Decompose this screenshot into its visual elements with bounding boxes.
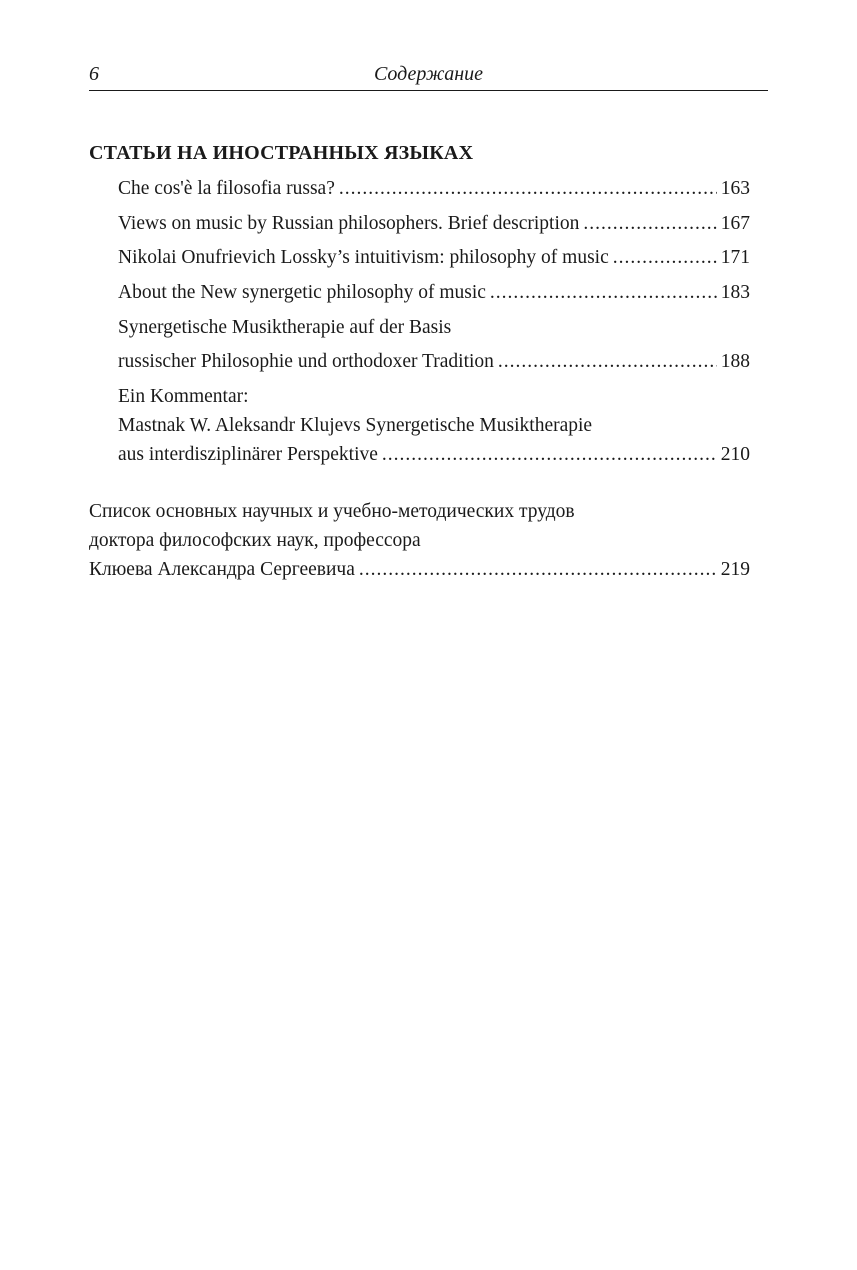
toc-entry [118, 211, 750, 237]
dot-leader [359, 557, 717, 583]
toc-entry-title-line: Synergetische Musiktherapie auf der Basis [118, 317, 452, 338]
toc-entry [118, 245, 750, 271]
toc-entry-page: 210 [720, 444, 750, 465]
dot-leader [490, 280, 717, 306]
toc-entry-title: Nikolai Onufrievich Lossky’s intuitivism: philosophy of music [118, 247, 609, 268]
dot-leader [382, 442, 717, 468]
toc-entry [118, 349, 750, 375]
toc-entry-title: aus interdisziplinärer Perspektive [118, 444, 378, 465]
bibliography-title-line: Список основных научных и учебно-методических трудов [89, 501, 575, 522]
toc-entry-title: russischer Philosophie und orthodoxer Tradition [118, 351, 494, 372]
toc-entry-page: 188 [720, 351, 750, 372]
toc-entry-page: 167 [720, 213, 750, 234]
toc-entry-title: Views on music by Russian philosophers. Brief description [118, 213, 580, 234]
bibliography-title: Клюева Александра Сергеевича [89, 559, 355, 580]
dot-leader [583, 211, 716, 237]
bibliography-page: 219 [720, 559, 750, 580]
bibliography-title-line: доктора философских наук, профессора [89, 530, 421, 551]
section-heading: СТАТЬИ НА ИНОСТРАННЫХ ЯЗЫКАХ [89, 142, 474, 164]
running-header [89, 60, 768, 91]
toc-entry-page: 183 [720, 282, 750, 303]
dot-leader [613, 245, 717, 271]
dot-leader [498, 349, 717, 375]
toc-entry-title: Che cos'è la filosofia russa? [118, 178, 335, 199]
toc-entry [118, 442, 750, 468]
toc-entry-page: 171 [720, 247, 750, 268]
toc-entry [118, 280, 750, 306]
toc-entry-title: About the New synergetic philosophy of music [118, 282, 486, 303]
page-number: 6 [89, 63, 99, 85]
bibliography-entry [89, 557, 750, 583]
toc-entry-page: 163 [720, 178, 750, 199]
toc-entry [118, 176, 750, 202]
toc-entry-title-line: Mastnak W. Aleksandr Klujevs Synergetische Musiktherapie [118, 415, 593, 436]
toc-entry-title-line: Ein Kommentar: [118, 386, 249, 407]
running-header-title: Содержание [373, 63, 484, 85]
dot-leader [339, 176, 717, 202]
